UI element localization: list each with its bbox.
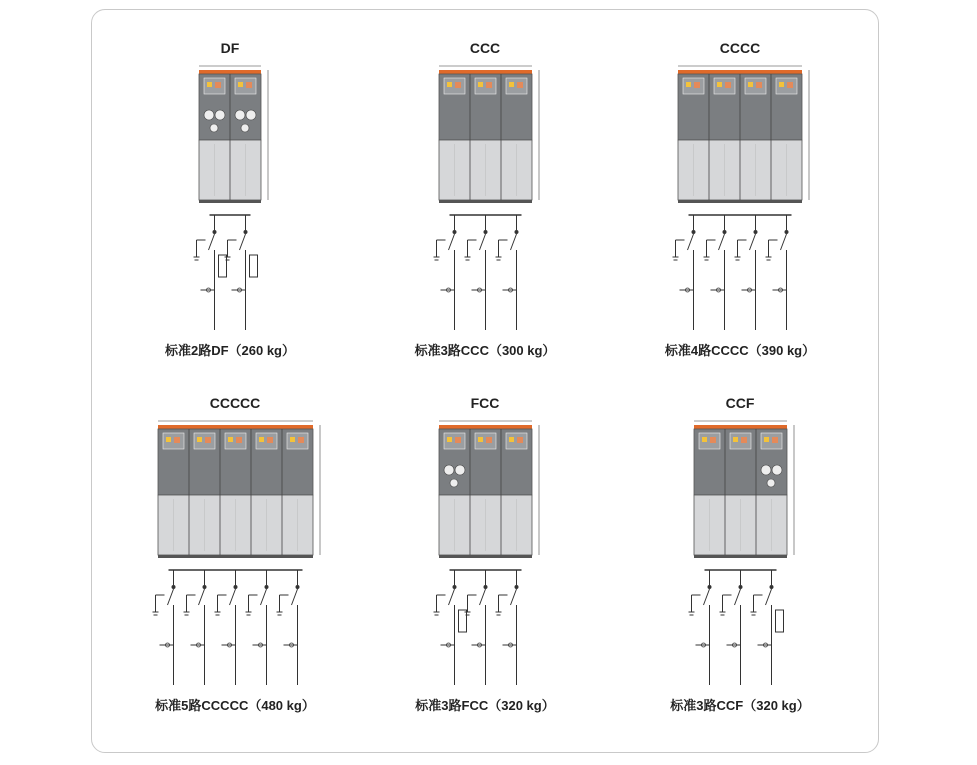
indicator <box>267 437 273 443</box>
switch-blade <box>688 234 694 250</box>
indicator <box>686 82 691 87</box>
unit-caption: 标准3路FCC（320 kg） <box>415 698 555 713</box>
indicator <box>447 82 452 87</box>
indicator <box>298 437 304 443</box>
switch-node <box>296 585 300 589</box>
switch-blade <box>209 234 215 250</box>
indicator <box>756 82 762 88</box>
unit-caption: 标准3路CCC（300 kg） <box>414 343 556 358</box>
indicator <box>509 82 514 87</box>
operating-knob <box>455 465 465 475</box>
indicator <box>228 437 233 442</box>
indicator <box>486 82 492 88</box>
unit-title: FCC <box>470 395 500 411</box>
operating-knob <box>772 465 782 475</box>
switch-blade <box>750 234 756 250</box>
busbar <box>199 70 261 74</box>
operating-knob <box>450 479 458 487</box>
switch-blade <box>480 589 486 605</box>
fuse <box>459 610 467 632</box>
cabinet-base <box>439 555 532 558</box>
switch-blade <box>735 589 741 605</box>
indicator <box>741 437 747 443</box>
unit-caption: 标准4路CCCC（390 kg） <box>664 343 816 358</box>
unit-drawing <box>610 40 870 340</box>
switch-node <box>453 585 457 589</box>
unit-drawing <box>105 395 365 695</box>
busbar <box>694 425 787 429</box>
unit-df <box>100 40 360 380</box>
unit-drawing <box>355 40 615 340</box>
unit-caption: 标准2路DF（260 kg） <box>164 343 296 358</box>
cabinet-base <box>678 200 802 203</box>
indicator <box>478 82 483 87</box>
indicator <box>290 437 295 442</box>
switch-node <box>515 585 519 589</box>
indicator <box>174 437 180 443</box>
indicator <box>764 437 769 442</box>
indicator <box>455 82 461 88</box>
indicator <box>215 82 221 88</box>
unit-title: CCF <box>725 395 755 411</box>
unit-ccf <box>610 395 870 735</box>
indicator <box>733 437 738 442</box>
switch-node <box>484 585 488 589</box>
switch-blade <box>199 589 205 605</box>
indicator <box>748 82 753 87</box>
switch-blade <box>240 234 246 250</box>
switch-node <box>244 230 248 234</box>
operating-knob <box>235 110 245 120</box>
switch-node <box>203 585 207 589</box>
switch-node <box>754 230 758 234</box>
indicator <box>772 437 778 443</box>
indicator <box>205 437 211 443</box>
indicator <box>702 437 707 442</box>
indicator <box>236 437 242 443</box>
indicator <box>259 437 264 442</box>
unit-cccc <box>610 40 870 380</box>
busbar <box>439 70 532 74</box>
indicator <box>517 437 523 443</box>
indicator <box>455 437 461 443</box>
switch-blade <box>781 234 787 250</box>
operating-knob <box>444 465 454 475</box>
unit-title: CCC <box>469 40 501 56</box>
indicator <box>166 437 171 442</box>
unit-title: CCCCC <box>209 395 261 411</box>
indicator <box>787 82 793 88</box>
unit-ccc <box>355 40 615 380</box>
switch-node <box>265 585 269 589</box>
switch-node <box>723 230 727 234</box>
switch-blade <box>719 234 725 250</box>
indicator <box>710 437 716 443</box>
fuse <box>219 255 227 277</box>
operating-knob <box>215 110 225 120</box>
switch-node <box>515 230 519 234</box>
switch-blade <box>766 589 772 605</box>
operating-knob <box>210 124 218 132</box>
switch-blade <box>511 589 517 605</box>
switch-blade <box>704 589 710 605</box>
cabinet-base <box>439 200 532 203</box>
switch-blade <box>261 589 267 605</box>
unit-fcc <box>355 395 615 735</box>
indicator <box>779 82 784 87</box>
indicator <box>207 82 212 87</box>
operating-knob <box>767 479 775 487</box>
indicator <box>725 82 731 88</box>
unit-caption: 标准5路CCCCC（480 kg） <box>155 698 315 713</box>
indicator <box>447 437 452 442</box>
switch-node <box>708 585 712 589</box>
unit-drawing <box>355 395 615 695</box>
busbar <box>158 425 313 429</box>
switch-node <box>484 230 488 234</box>
operating-knob <box>204 110 214 120</box>
switch-node <box>453 230 457 234</box>
switch-node <box>739 585 743 589</box>
fuse <box>776 610 784 632</box>
indicator <box>509 437 514 442</box>
indicator <box>238 82 243 87</box>
busbar <box>678 70 802 74</box>
switch-blade <box>292 589 298 605</box>
switch-node <box>785 230 789 234</box>
operating-knob <box>246 110 256 120</box>
fuse <box>250 255 258 277</box>
cabinet-base <box>199 200 261 203</box>
operating-knob <box>761 465 771 475</box>
indicator <box>717 82 722 87</box>
unit-title: CCCC <box>719 40 761 56</box>
switch-blade <box>449 234 455 250</box>
operating-knob <box>241 124 249 132</box>
switch-node <box>213 230 217 234</box>
switch-node <box>692 230 696 234</box>
switch-blade <box>449 589 455 605</box>
indicator <box>486 437 492 443</box>
unit-title: DF <box>220 40 240 56</box>
switch-node <box>234 585 238 589</box>
switch-blade <box>230 589 236 605</box>
indicator <box>694 82 700 88</box>
switch-blade <box>511 234 517 250</box>
unit-caption: 标准3路CCF（320 kg） <box>670 698 810 713</box>
switch-blade <box>480 234 486 250</box>
unit-drawing <box>100 40 360 340</box>
cabinet-base <box>694 555 787 558</box>
switch-node <box>770 585 774 589</box>
switch-blade <box>168 589 174 605</box>
indicator <box>197 437 202 442</box>
busbar <box>439 425 532 429</box>
unit-drawing <box>610 395 870 695</box>
cabinet-base <box>158 555 313 558</box>
switch-node <box>172 585 176 589</box>
indicator <box>246 82 252 88</box>
unit-ccccc <box>105 395 365 735</box>
indicator <box>478 437 483 442</box>
indicator <box>517 82 523 88</box>
